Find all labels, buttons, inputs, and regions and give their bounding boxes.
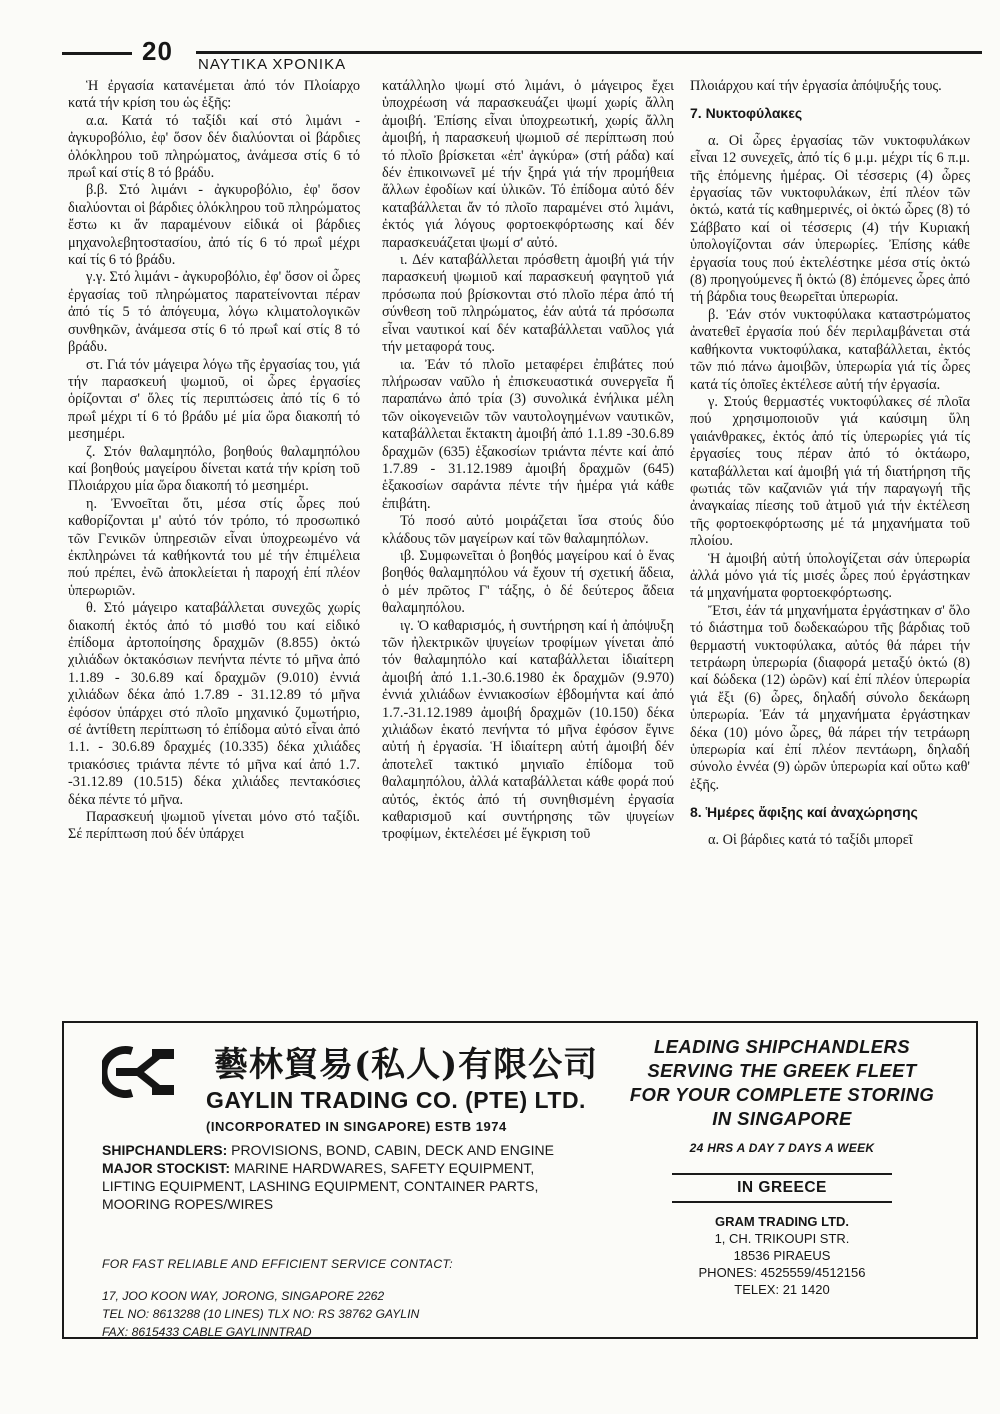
paragraph: γ.γ. Στό λιμάνι - ἀγκυροβόλιο, ἐφ' ὅσον οἱ ὧρες ἐργασίας τοῦ πληρώματος παρατείνονται πέραν ἀπό τίς 5 τό ἀπόγευμα, λόγω κλιματολογικῶν συνθηκῶν, ἀνάμεσα στίς 6 τό πρωΐ καί στίς 8 τό βράδυ.: [68, 269, 360, 356]
paragraph: α. Οἱ ὧρες ἐργασίας τῶν νυκτοφυλάκων εἶναι 12 συνεχεῖς, ἀπό τίς 6 μ.μ. μέχρι τίς 6 π.μ. τῆς ἑπόμενης ἡμέρας. Οἱ τέσσερις (4) ὧρες ἐργασίας τῶν νυκτοφυλάκων, ἐπί πλέον τῶν ὀκτώ, κατά τίς καθημερινές, οἱ ὀκτώ ὧρες (8) τό Σάββατο καί οἱ τέσσερις (4) τήν Κυριακή ὑπολογίζονται σάν ὑπερωρίες. Ἐπίσης κάθε ἐργασία τους πού ἐκτελέστηκε μέσα στίς ὀκτώ (8) προηγούμενες ἤ ὀκτώ (8) ἑπόμενες ὧρες ἀπό τή βάρδια τους θεωρεῖται ὑπερωρία.: [690, 132, 970, 306]
paragraph: ια. Ἐάν τό πλοῖο μεταφέρει ἐπιβάτες πού πλήρωσαν ναῦλο ἡ ἐπισκευαστικά συνεργεῖα ἤ παραπάνω ἀπό τρία (3) συνολικά ἐνήλικα μέλη τῶν οἰκογενειῶν τῶν ναυτολογημένων ναυτικῶν, καταβάλλεται ἔκτακτη ἀμοιβή ἀπό 1.1.89 -30.6.89 δραχμῶν (635) ἑξακοσίων τριάντα πέντε καί ἀπό 1.7.89 - 31.12.1989 ἀμοιβή δραχμῶν (645) ἑξακοσίων σαράντα πέντε τήν ἡμέρα γιά κάθε ἐπιβάτη.: [382, 356, 674, 512]
service-hours: 24 HRS A DAY 7 DAYS A WEEK: [689, 1141, 875, 1155]
paragraph: Ἡ ἐργασία κατανέμεται ἀπό τόν Πλοίαρχο κατά τήν κρίση του ὡς ἑξῆς:: [68, 78, 360, 112]
text-column-2: [382, 78, 674, 844]
shipchandlers-text: PROVISIONS, BOND, CABIN, DECK AND ENGINE: [231, 1142, 554, 1158]
text-column-3: [690, 78, 970, 849]
greece-agent-telex: TELEX: 21 1420: [734, 1282, 830, 1297]
paragraph: Ἔτσι, ἐάν τά μηχανήματα ἐργάστηκαν σ' ὅλο τό διάστημα τοῦ δωδεκαώρου τῆς βάρδιας τοῦ θερμαστή νυκτοφύλακα, αὐτός θά πάρει τήν τετράωρη ὑπερωρία (διαφορά μεταξύ ὀκτώ (8) καί δώδεκα (12) ὡρῶν) καί ἐπί πλέον ὑπερωρία γιά ἔξι (6) ὧρες, δηλαδή σύνολο δεκάωρη ὑπερωρία. Ἐάν τά μηχανήματα ἐργάστηκαν δέκα (10) μόνο ὧρες, θά πάρει τήν τετράωρη ὑπερωρία καί ἐπί πλέον πεντάωρη, δηλαδή σύνολο ἐννέα (9) ὡρῶν ὑπερωρία καί οὕτω καθ' ἑξῆς.: [690, 602, 970, 793]
paragraph: ι. Δέν καταβάλλεται πρόσθετη ἀμοιβή γιά τήν παρασκευή ψωμιοῦ καί παρασκευή φαγητοῦ γιά πρόσωπα πού βρίσκονται στό πλοῖο πέρα ἀπό τή σύνθεση τοῦ πληρώματος, ἐάν αὐτά τά πρόσωπα εἶναι ναυτικοί καί δέν καταβάλλεται ναῦλος γιά τήν μεταφορά τους.: [382, 252, 674, 356]
text-column-1: [68, 78, 360, 844]
company-name: GAYLIN TRADING CO. (PTE) LTD.: [206, 1087, 586, 1113]
section-heading-night-watchmen: 7. Νυκτοφύλακες: [690, 105, 803, 122]
paragraph: γ. Στούς θερμαστές νυκτοφύλακες σέ πλοῖα πού χρησιμοποιοῦν γιά καύσιμη ὕλη γαιάνθρακες, ἐκτός ἀπό τίς ὑπερωρίες γιά τίς ἐργασίες τους πέραν ἀπό τό ὀκτάωρο, καταβάλλεται καί ἀμοιβή γιά τή διατήρηση τῆς φωτιάς τῶν καζανιῶν γιά τήν παραγωγή τῆς ἀναγκαίας πίεσης τοῦ ἀτμοῦ γιά τήν ἐκτέλεση τῆς φορτοεκφόρτωσης μέ τά μηχανήματα τοῦ πλοίου.: [690, 393, 970, 550]
stockist-line: [102, 1159, 572, 1177]
stockist-label: MAJOR STOCKIST:: [102, 1160, 231, 1176]
paragraph: Παρασκευή ψωμιοῦ γίνεται μόνο στό ταξίδι. Σέ περίπτωση πού δέν ὑπάρχει: [68, 809, 360, 843]
shipchandlers-label: SHIPCHANDLERS:: [102, 1142, 228, 1158]
greece-agent: [612, 1213, 952, 1298]
services-list: [102, 1141, 572, 1213]
company-incorporation: (INCORPORATED IN SINGAPORE) ESTB 1974: [206, 1119, 507, 1134]
slogan-line: FOR YOUR COMPLETE STORING: [629, 1084, 935, 1105]
slogan-line: IN SINGAPORE: [712, 1108, 852, 1129]
greece-agent-name: GRAM TRADING LTD.: [714, 1214, 850, 1229]
company-chinese-name: 藝林貿易(私人)有限公司: [214, 1045, 599, 1085]
paragraph: α.α. Κατά τό ταξίδι καί στό λιμάνι - ἀγκυροβόλιο, ἐφ' ὅσον δέν διαλύονται οἱ βάρδιες ὁλόκληρου τοῦ πληρώματος, ἀνάμεσα στίς 6 τό πρωΐ καί στίς 8 τό βράδυ.: [68, 112, 360, 182]
divider: [672, 1201, 892, 1203]
stockist-text: MARINE HARDWARES, SAFETY EQUIPMENT,: [233, 1160, 535, 1176]
paragraph: η. Ἐννοεῖται ὅτι, μέσα στίς ὧρες πού καθορίζονται μ' αὐτό τόν τρόπο, τό προσωπικό τῶν Γενικῶν ὑπηρεσιῶν εἶναι ὑποχρεωμένο νά ἐκπληρώνει τά καθήκοντά του μέ τήν ἐπιμέλεια πού πρέπει, ἐνῶ ἀποκλείεται ἡ παροχή ἐπί πλέον ὑπερωριῶν.: [68, 495, 360, 599]
page-number: 20: [142, 36, 173, 66]
paragraph: ιγ. Ὁ καθαρισμός, ἡ συντήρηση καί ἡ ἀπόψυξη τῶν ἠλεκτρικῶν ψυγείων τροφίμων γίνεται ἀπό τόν θαλαμηπόλο καί καταβάλλεται ἰδιαίτερη ἀμοιβή ἀπό 1.1.-30.6.1980 ἐκ δραχμῶν (9.970) ἐννιά χιλιάδων ἐννιακοσίων ἑβδομήντα καί ἀπό 1.7.-31.12.1989 ἀμοιβή δραχμῶν (10.150) δέκα χιλιάδων ἑκατό πενήντα τό μῆνα ἐφόσον ἔγινε αὐτή ἡ ἐργασία. Ἡ ἰδιαίτερη αὐτή ἀμοιβή δέν ἀποτελεῖ τακτικό μηνιαῖο ἐπίδομα τοῦ θαλαμηπόλου, ἀλλά καταβάλλεται κάθε φορά πού αὐτός, ἐκτός ἀπό τή συνηθισμένη ἐργασία καθαρισμοῦ καί συντήρησης τῶν ψυγείων τροφίμων, ἐκτελέσει μέ ἔγκριση τοῦ: [382, 617, 674, 843]
contact-fax: FAX: 8615433 CABLE GAYLINNTRAD: [102, 1325, 312, 1339]
greece-agent-phones: PHONES: 4525559/4512156: [698, 1265, 866, 1280]
contact-address: 17, JOO KOON WAY, JORONG, SINGAPORE 2262: [102, 1289, 385, 1303]
paragraph: α. Οἱ βάρδιες κατά τό ταξίδι μπορεῖ: [708, 831, 913, 848]
slogan: [612, 1035, 952, 1131]
shipchandlers-line: [102, 1141, 572, 1159]
stockist-line-2: LIFTING EQUIPMENT, LASHING EQUIPMENT, CONTAINER PARTS, MOORING ROPES/WIRES: [102, 1178, 539, 1212]
ad-slogan-block: [612, 1035, 952, 1298]
paragraph: Ἡ ἀμοιβή αὐτή ὑπολογίζεται σάν ὑπερωρία ἀλλά μόνο γιά τίς μισές ὧρες πού ἐργάστηκαν τά μηχανήματα φορτοεκφόρτωσης.: [690, 550, 970, 602]
paragraph: θ. Στό μάγειρο καταβάλλεται συνεχῶς χωρίς διακοπή ἐκτός ἀπό τό μισθό του καί εἰδικό ἐπίδομα ἀρτοποίησης δραχμῶν (8.855) ὀκτώ χιλιάδων ὀκτακόσιων πενήντα πέντε τό μῆνα ἀπό 1.1.89 - 30.6.89 καί δραχμῶν (9.010) ἐννιά χιλιάδων δέκα ἀπό 1.7.89 - 31.12.89 τό μῆνα ἐφόσον ὑπάρχει στό πλοῖο μηχανικό ζυμωτήριο, σέ ἀντίθετη περίπτωση τό ἐπίδομα αὐτό εἶναι ἀπό 1.1. - 30.6.89 δραχμές (10.335) δέκα χιλιάδες τριακόσιες τριάντα πέντε τό μῆνα καί ἀπό 1.7. -31.12.89 (10.515) δέκα χιλιάδες πεντακόσιες δέκα πέντε τό μῆνα.: [68, 600, 360, 808]
page-header: [62, 34, 982, 74]
paragraph: στ. Γιά τόν μάγειρα λόγω τῆς ἐργασίας του, γιά τήν παρασκευή ψωμιοῦ, οἱ ὧρες ἐργασίες ὁρίζονται σ' ὅλες τίς περιπτώσεις ἀπό τίς 6 τό πρωΐ μέχρι τί 6 τό βράδυ μέ μία ὥρα διακοπή τό μεσημέρι.: [68, 356, 360, 443]
masthead-title: ΝΑΥΤΙΚΑ ΧΡΟΝΙΚΑ: [198, 56, 347, 73]
section-heading-arrival-departure: 8. Ἡμέρες ἄφιξης καί ἀναχώρησης: [690, 804, 918, 821]
header-rule-right: [196, 51, 982, 54]
paragraph: ζ. Στόν θαλαμηπόλο, βοηθούς θαλαμηπόλου καί βοηθούς μαγείρου δίνεται κατά τήν κρίση τοῦ Πλοιάρχου μία ὥρα διακοπή τό μεσημέρι.: [68, 443, 360, 495]
paragraph: β. Ἐάν στόν νυκτοφύλακα καταστρώματος ἀνατεθεῖ ἐργασία πού δέν περιλαμβάνεται στά καθήκοντα νυκτοφύλακα, καταβάλλεται, ἐκτός τῶν πιό πάνω ἀμοιβῶν, ὑπερωρία γιά τίς ὧρες κατά τίς ὁποῖες ἐκτέλεσε αὐτή τήν ἐργασία.: [690, 306, 970, 393]
paragraph: β.β. Στό λιμάνι - ἀγκυροβόλιο, ἐφ' ὅσον διαλύονται οἱ βάρδιες ὁλόκληρου τοῦ πληρώματος ἔστω κι ἄν παραμένουν εἰδικά οἱ βάρδιες μηχανολεβητοστασίου, ἀπό τίς 6 τό πρωΐ μέχρι καί τίς 6 τό βράδυ.: [68, 182, 360, 269]
header-rule-left: [62, 52, 132, 55]
contact-tel: TEL NO: 8613288 (10 LINES) TLX NO: RS 38762 GAYLIN: [102, 1307, 420, 1321]
in-greece-label: IN GREECE: [737, 1179, 827, 1196]
slogan-line: SERVING THE GREEK FLEET: [647, 1060, 917, 1081]
paragraph: Τό ποσό αὐτό μοιράζεται ἴσα στούς δύο κλάδους τῶν μαγείρων καί τῶν θαλαμηπόλων.: [382, 513, 674, 547]
slogan-line: LEADING SHIPCHANDLERS: [653, 1036, 911, 1057]
company-logo-icon: [102, 1043, 180, 1101]
paragraph: κατάλληλο ψωμί στό λιμάνι, ὁ μάγειρος ἔχει ὑποχρέωση νά παρασκευάζει ψωμί χωρίς ἄλλη ἀμοιβή. Ἐπίσης εἶναι ὑποχρεωτική, χωρίς ἄλλη ἀμοιβή, ἡ παρασκευή ψωμιοῦ σέ περίπτωση πού τό πλοῖο βρίσκεται «ἐπ' ἀγκύρα» (στή ράδα) καί δέν ἐπικοινωνεῖ μέ τήν ξηρά γιά τήν προμήθεια ἄλλων ἐφοδίων καί ὑλικῶν. Τό ἐπίδομα αὐτό δέν καταβάλλεται ἄν τό πλοῖο παραμένει στό λιμάνι, ἐκτός γιά λόγους φορτοεκφόρτωσης καί δέν παρασκευάζεται ψωμί σ' αὐτό.: [382, 78, 674, 251]
contact-heading: FOR FAST RELIABLE AND EFFICIENT SERVICE CONTACT:: [102, 1257, 453, 1271]
advertisement-box: [62, 1021, 978, 1339]
paragraph: ιβ. Συμφωνεῖται ὁ βοηθός μαγείρου καί ὁ ἕνας βοηθός θαλαμηπόλου νά ἔχουν τή σχετική ἄδεια, ὁ μέν πρῶτος Γ' τάξης, ὁ δέ δεύτερος ἄδεια θαλαμηπόλου.: [382, 547, 674, 617]
contact-block: [102, 1255, 602, 1341]
greece-agent-street: 1, CH. TRIKOUPI STR.: [714, 1231, 850, 1246]
paragraph: Πλοιάρχου καί τήν ἐργασία ἀπόψυξής τους.: [690, 78, 942, 94]
greece-agent-city: 18536 PIRAEUS: [733, 1248, 831, 1263]
in-greece-box: [672, 1173, 892, 1203]
